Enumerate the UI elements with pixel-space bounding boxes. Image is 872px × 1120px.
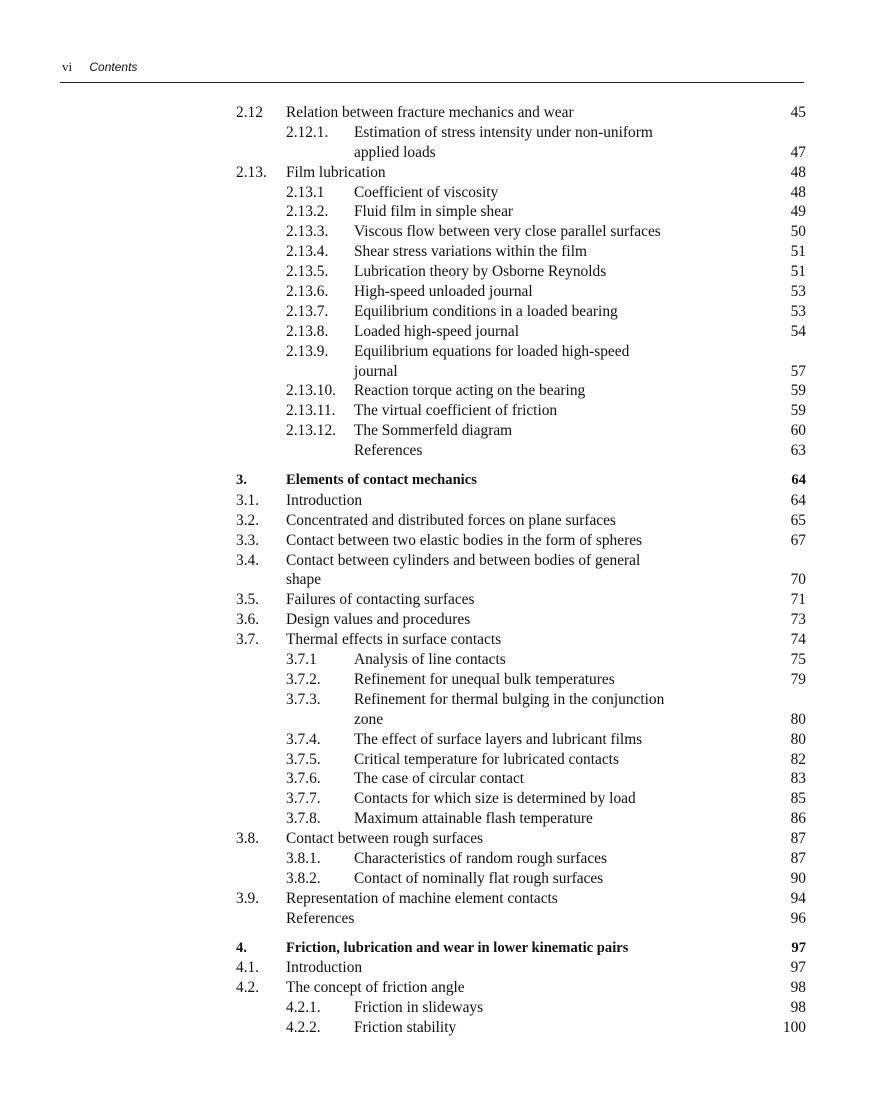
toc-entry[interactable] <box>236 849 806 869</box>
entry-title: The concept of friction angle <box>286 979 465 997</box>
toc-entry[interactable] <box>236 183 806 203</box>
toc-entry[interactable] <box>236 630 806 650</box>
toc-entry[interactable] <box>236 511 806 531</box>
entry-page: 94 <box>790 889 806 907</box>
entry-number: 3.6. <box>236 611 260 629</box>
entry-number: 2.13.1 <box>286 183 325 201</box>
toc-entry[interactable] <box>236 570 806 590</box>
entry-title: High-speed unloaded journal <box>354 283 533 301</box>
section-gap <box>236 929 806 939</box>
toc-entry[interactable] <box>236 670 806 690</box>
page-number: vi <box>62 59 73 74</box>
entry-number: 3.1. <box>236 491 260 509</box>
entry-number: 3.7.1 <box>286 651 317 669</box>
toc-entry[interactable] <box>236 978 806 998</box>
entry-page: 75 <box>790 651 806 669</box>
toc-entry[interactable] <box>236 650 806 670</box>
toc-chapter-entry[interactable] <box>236 471 806 491</box>
entry-number: 3.7.6. <box>286 770 321 788</box>
entry-number: 4.2.1. <box>286 999 321 1017</box>
entry-title: The effect of surface layers and lubricant films <box>354 730 643 748</box>
entry-page: 86 <box>790 810 806 828</box>
toc-entry[interactable] <box>236 242 806 262</box>
running-title: Contents <box>89 60 138 74</box>
toc-entry[interactable] <box>236 590 806 610</box>
entry-title: applied loads <box>354 143 436 161</box>
entry-page: 97 <box>790 959 806 977</box>
entry-page: 73 <box>790 611 806 629</box>
header-rule <box>60 82 804 83</box>
toc-entry[interactable] <box>236 123 806 143</box>
entry-title: Contact between cylinders and between bodies of general <box>286 551 641 569</box>
entry-number: 2.12.1. <box>286 123 329 141</box>
entry-number: 4.1. <box>236 959 260 977</box>
toc-entry[interactable] <box>236 381 806 401</box>
entry-page: 87 <box>790 849 806 867</box>
entry-page: 59 <box>790 402 806 420</box>
entry-page: 80 <box>790 710 806 728</box>
entry-title: Maximum attainable flash temperature <box>354 810 593 828</box>
toc-entry[interactable] <box>236 163 806 183</box>
entry-number: 3. <box>236 472 247 489</box>
entry-title: Fluid film in simple shear <box>354 203 514 221</box>
entry-number: 2.12 <box>236 104 263 121</box>
entry-title: Lubrication theory by Osborne Reynolds <box>354 263 607 281</box>
entry-title: References <box>354 442 423 460</box>
entry-number: 4. <box>236 939 247 956</box>
toc-entry[interactable] <box>236 610 806 630</box>
toc-entry[interactable] <box>236 531 806 551</box>
entry-number: 3.8.1. <box>286 849 321 867</box>
entry-page: 51 <box>790 243 806 261</box>
entry-title: Friction, lubrication and wear in lower kinematic pairs <box>286 939 629 956</box>
toc-entry[interactable] <box>236 262 806 282</box>
entry-number: 2.13.3. <box>286 223 329 241</box>
entry-number: 2.13. <box>236 163 267 181</box>
entry-page: 82 <box>790 750 806 768</box>
toc-entry[interactable] <box>236 710 806 730</box>
entry-number: 2.13.9. <box>286 342 329 360</box>
toc-entry[interactable] <box>236 769 806 789</box>
toc-entry[interactable] <box>236 750 806 770</box>
entry-number: 3.7.4. <box>286 730 321 748</box>
entry-number: 3.3. <box>236 531 260 549</box>
entry-title: Introduction <box>286 491 363 509</box>
toc-entry[interactable] <box>236 401 806 421</box>
entry-number: 3.9. <box>236 889 260 907</box>
entry-title: Estimation of stress intensity under non-uniform <box>354 123 653 141</box>
entry-number: 2.13.2. <box>286 203 329 221</box>
entry-page: 45 <box>790 104 806 121</box>
toc-entry[interactable] <box>236 342 806 362</box>
entry-number: 3.5. <box>236 591 260 609</box>
entry-page: 57 <box>790 362 806 380</box>
entry-page: 65 <box>790 511 806 529</box>
entry-page: 48 <box>790 183 806 201</box>
toc-entry[interactable] <box>236 491 806 511</box>
entry-page: 98 <box>790 999 806 1017</box>
table-of-contents <box>236 103 806 1038</box>
entry-title: Elements of contact mechanics <box>286 472 477 489</box>
toc-entry[interactable] <box>236 202 806 222</box>
entry-page: 50 <box>790 223 806 241</box>
entry-title: Contact between rough surfaces <box>286 830 484 848</box>
entry-title: Loaded high-speed journal <box>354 322 519 340</box>
toc-entry[interactable] <box>236 958 806 978</box>
entry-title: Reaction torque acting on the bearing <box>354 382 586 400</box>
entry-page: 48 <box>790 163 806 181</box>
toc-chapter-entry[interactable] <box>236 939 806 959</box>
entry-page: 63 <box>790 442 806 460</box>
entry-number: 2.13.6. <box>286 283 329 301</box>
entry-title: Critical temperature for lubricated contacts <box>354 750 619 768</box>
entry-title: Contacts for which size is determined by load <box>354 790 636 808</box>
entry-page: 98 <box>790 979 806 997</box>
entry-title: Shear stress variations within the film <box>354 243 587 261</box>
entry-title: shape <box>286 571 322 589</box>
entry-number: 2.13.10. <box>286 382 337 400</box>
toc-entry[interactable] <box>236 998 806 1018</box>
entry-number: 3.7.2. <box>286 670 321 688</box>
entry-page: 53 <box>790 302 806 320</box>
entry-page: 54 <box>790 322 806 340</box>
entry-number: 2.13.7. <box>286 302 329 320</box>
entry-title: Relation between fracture mechanics and wear <box>286 104 574 121</box>
entry-title: Failures of contacting surfaces <box>286 591 475 609</box>
entry-title: Refinement for thermal bulging in the conjunction <box>354 690 665 708</box>
entry-title: Viscous flow between very close parallel surfaces <box>354 223 661 241</box>
entry-title: Contact of nominally flat rough surfaces <box>354 869 604 887</box>
entry-number: 3.7.8. <box>286 810 321 828</box>
toc-entry[interactable] <box>236 730 806 750</box>
section-gap <box>236 461 806 471</box>
entry-title: Representation of machine element contacts <box>286 889 558 907</box>
entry-page: 90 <box>790 869 806 887</box>
entry-title: Concentrated and distributed forces on plane surfaces <box>286 511 616 529</box>
entry-number: 2.13.4. <box>286 243 329 261</box>
entry-title: zone <box>354 710 384 728</box>
entry-page: 67 <box>790 531 806 549</box>
entry-page: 80 <box>790 730 806 748</box>
entry-page: 53 <box>790 283 806 301</box>
toc-entry[interactable] <box>236 143 806 163</box>
entry-title: Refinement for unequal bulk temperatures <box>354 670 615 688</box>
entry-page: 74 <box>790 631 806 649</box>
toc-entry[interactable] <box>236 829 806 849</box>
entry-page: 83 <box>790 770 806 788</box>
entry-title: Coefficient of viscosity <box>354 183 499 201</box>
toc-entry[interactable] <box>236 302 806 322</box>
entry-page: 64 <box>791 472 806 489</box>
toc-entry[interactable] <box>236 789 806 809</box>
toc-entry[interactable] <box>236 322 806 342</box>
entry-page: 49 <box>790 203 806 221</box>
entry-title: Thermal effects in surface contacts <box>286 631 502 649</box>
entry-number: 2.13.12. <box>286 422 337 440</box>
toc-entry[interactable] <box>236 869 806 889</box>
entry-page: 51 <box>790 263 806 281</box>
entry-number: 3.2. <box>236 511 260 529</box>
toc-entry[interactable] <box>236 103 806 123</box>
entry-number: 4.2.2. <box>286 1019 321 1037</box>
entry-number: 3.7.5. <box>286 750 321 768</box>
entry-page: 64 <box>790 491 806 509</box>
entry-page: 59 <box>790 382 806 400</box>
entry-title: Contact between two elastic bodies in the form of spheres <box>286 531 643 549</box>
entry-title: journal <box>354 362 398 380</box>
entry-number: 3.8. <box>236 830 260 848</box>
toc-entry[interactable] <box>236 282 806 302</box>
entry-page: 87 <box>790 830 806 848</box>
entry-page: 85 <box>790 790 806 808</box>
entry-number: 3.7.3. <box>286 690 321 708</box>
running-head <box>62 59 137 75</box>
entry-number: 4.2. <box>236 979 260 997</box>
entry-title: The Sommerfeld diagram <box>354 422 513 440</box>
entry-number: 2.13.8. <box>286 322 329 340</box>
entry-page: 47 <box>790 143 806 161</box>
entry-title: Introduction <box>286 959 363 977</box>
toc-entry[interactable] <box>236 551 806 571</box>
toc-entry[interactable] <box>236 909 806 929</box>
toc-entry[interactable] <box>236 222 806 242</box>
entry-number: 3.7.7. <box>286 790 321 808</box>
toc-entry[interactable] <box>236 809 806 829</box>
entry-title: Equilibrium equations for loaded high-speed <box>354 342 630 360</box>
entry-page: 79 <box>790 670 806 688</box>
toc-entry[interactable] <box>236 441 806 461</box>
entry-title: Analysis of line contacts <box>354 651 506 669</box>
entry-title: Friction in slideways <box>354 999 484 1017</box>
entry-title: Equilibrium conditions in a loaded bearing <box>354 302 618 320</box>
entry-title: The virtual coefficient of friction <box>354 402 558 420</box>
entry-title: Characteristics of random rough surfaces <box>354 849 607 867</box>
entry-number: 3.7. <box>236 631 260 649</box>
entry-number: 2.13.5. <box>286 263 329 281</box>
entry-title: References <box>286 909 355 927</box>
entry-title: The case of circular contact <box>354 770 525 788</box>
entry-title: Friction stability <box>354 1019 457 1037</box>
entry-page: 96 <box>790 909 806 927</box>
toc-entry[interactable] <box>236 690 806 710</box>
entry-title: Film lubrication <box>286 163 386 181</box>
entry-page: 71 <box>790 591 806 609</box>
entry-number: 2.13.11. <box>286 402 336 420</box>
toc-entry[interactable] <box>236 889 806 909</box>
entry-page: 97 <box>791 939 806 956</box>
entry-title: Design values and procedures <box>286 611 471 629</box>
entry-page: 100 <box>782 1019 806 1037</box>
toc-entry[interactable] <box>236 362 806 382</box>
entry-number: 3.8.2. <box>286 869 321 887</box>
toc-entry[interactable] <box>236 1018 806 1038</box>
entry-page: 60 <box>790 422 806 440</box>
entry-number: 3.4. <box>236 551 260 569</box>
toc-entry[interactable] <box>236 421 806 441</box>
entry-page: 70 <box>790 571 806 589</box>
